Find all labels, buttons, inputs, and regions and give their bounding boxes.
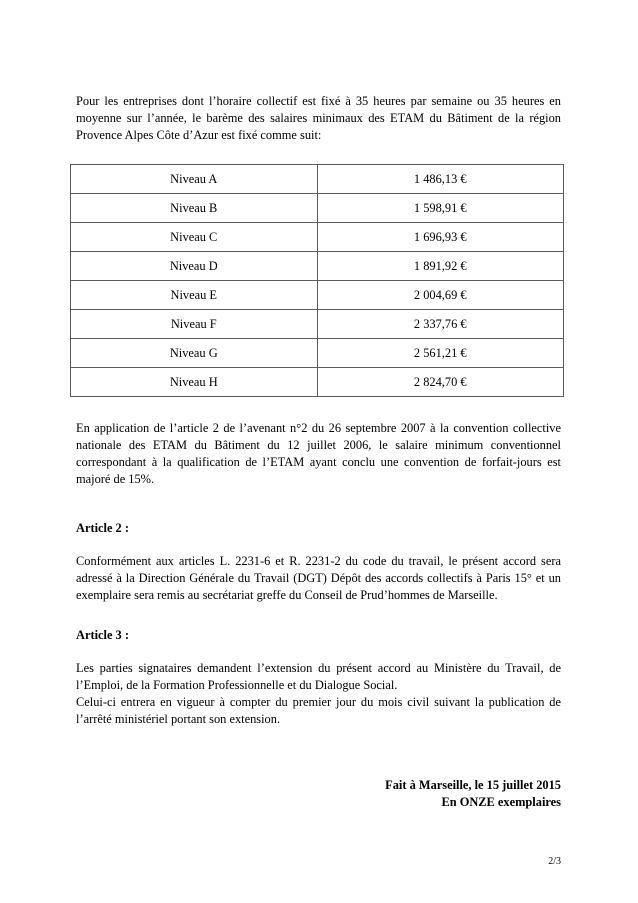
article-3-line: Les parties signataires demandent l’extension du présent accord au Ministère du Travail, de: [76, 661, 561, 675]
amount-cell: 2 561,21 €: [317, 339, 564, 368]
article-2-heading: Article 2 :: [76, 521, 129, 535]
intro-paragraph: [76, 93, 561, 144]
salary-table: [70, 164, 564, 397]
application-line: En application de l’article 2 de l’avenant n°2 du 26 septembre 2007 à la convention collective: [76, 421, 561, 435]
page-number: 2/3: [548, 856, 561, 867]
signature-copies: En ONZE exemplaires: [441, 795, 561, 809]
amount-cell: 1 598,91 €: [317, 194, 564, 223]
amount-cell: 1 891,92 €: [317, 252, 564, 281]
article-3-line: l’arrêté ministériel portant son extension.: [76, 712, 281, 726]
level-cell: Niveau G: [71, 339, 318, 368]
level-cell: Niveau E: [71, 281, 318, 310]
article-3-line: l’Emploi, de la Formation Professionnelle et du Dialogue Social.: [76, 678, 398, 692]
amount-cell: 1 696,93 €: [317, 223, 564, 252]
article-2-paragraph: [76, 553, 561, 604]
amount-cell: 2 004,69 €: [317, 281, 564, 310]
level-cell: Niveau H: [71, 368, 318, 397]
article-2-line: un exemplaire sera remis au secrétariat greffe du Conseil de Prud’hommes de Marseille.: [76, 571, 561, 602]
table-row: [71, 281, 564, 310]
article-3-paragraph: [76, 694, 561, 728]
article-3-heading: Article 3 :: [76, 628, 129, 642]
table-row: [71, 252, 564, 281]
table-row: [71, 194, 564, 223]
article-2-line: adressé à la Direction Générale du Travail (DGT) Dépôt des accords collectifs à Paris 15° et: [76, 571, 545, 585]
amount-cell: 1 486,13 €: [317, 165, 564, 194]
table-row: [71, 339, 564, 368]
signature-place-date: Fait à Marseille, le 15 juillet 2015: [385, 778, 561, 792]
level-cell: Niveau F: [71, 310, 318, 339]
intro-line: Pour les entreprises dont l’horaire collectif est fixé à 35 heures par semaine ou 35 heures en: [76, 94, 561, 108]
level-cell: Niveau C: [71, 223, 318, 252]
level-cell: Niveau A: [71, 165, 318, 194]
amount-cell: 2 337,76 €: [317, 310, 564, 339]
article-3-line: Celui-ci entrera en vigueur à compter du premier jour du mois civil suivant la publication de: [76, 695, 561, 709]
table-row: [71, 310, 564, 339]
article-3-body: [76, 660, 561, 728]
application-paragraph: [76, 420, 561, 488]
table-row: [71, 165, 564, 194]
level-cell: Niveau D: [71, 252, 318, 281]
level-cell: Niveau B: [71, 194, 318, 223]
application-line: correspondant à la qualification de l’ETAM ayant conclu une convention de forfait-jours est: [76, 455, 561, 469]
application-line: majoré de 15%.: [76, 472, 155, 486]
article-2-line: Conformément aux articles L. 2231-6 et R. 2231-2 du code du travail, le présent accord sera: [76, 554, 561, 568]
table-row: [71, 368, 564, 397]
signature-block: [385, 777, 561, 811]
intro-line: Provence Alpes Côte d’Azur est fixé comme suit:: [76, 128, 322, 142]
intro-line: moyenne sur l’année, le barème des salaires minimaux des ETAM du Bâtiment de la région: [76, 111, 561, 125]
article-3-paragraph: [76, 660, 561, 694]
application-line: nationale des ETAM du Bâtiment du 12 juillet 2006, le salaire minimum conventionnel: [76, 438, 561, 452]
table-row: [71, 223, 564, 252]
amount-cell: 2 824,70 €: [317, 368, 564, 397]
